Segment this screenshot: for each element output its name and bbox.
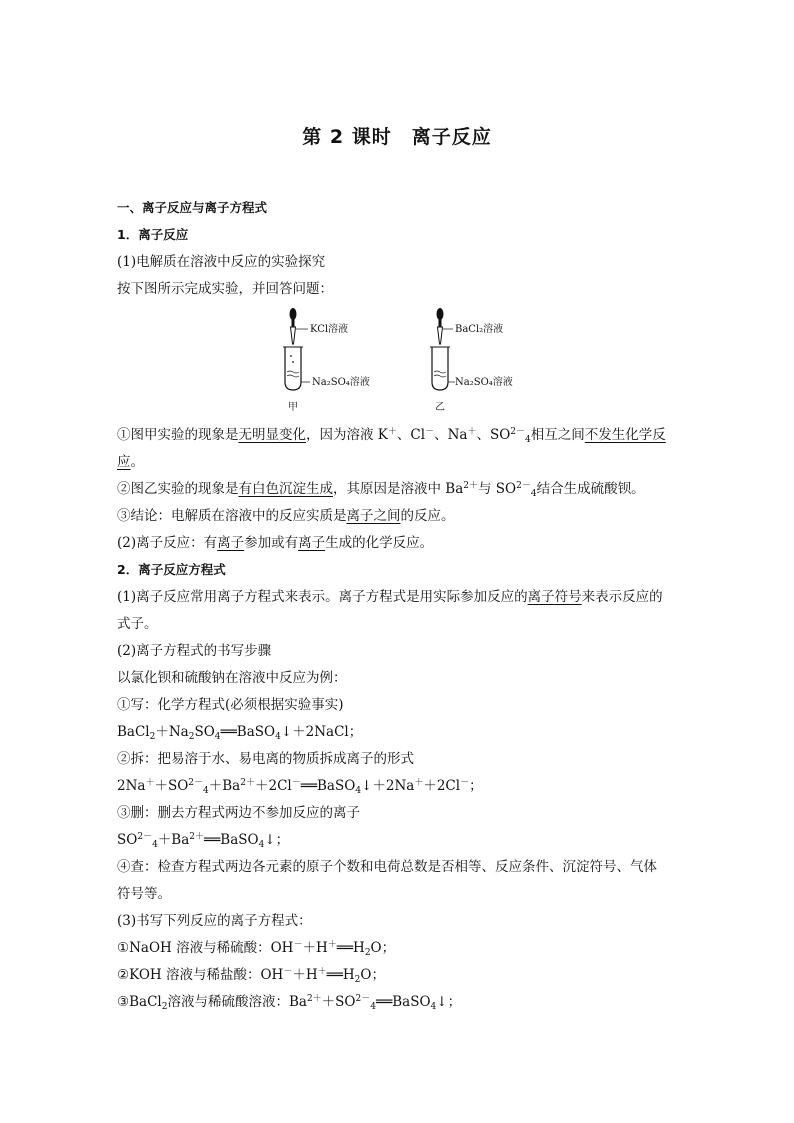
- subscript: 2: [161, 1002, 168, 1012]
- equals-sign: ══: [220, 724, 237, 740]
- punct: ；: [381, 940, 396, 956]
- formula: H: [342, 967, 355, 983]
- text: 结合生成硫酸钡。: [536, 481, 645, 497]
- subscript: 4: [214, 732, 221, 742]
- dropper-jia: [290, 308, 309, 344]
- formula: ＋SO: [321, 994, 356, 1010]
- text: (1)离子反应常用离子方程式来表示。离子方程式是用实际参加反应的: [117, 589, 528, 605]
- answer-blank: 离子: [217, 535, 245, 551]
- equals-sign: ══: [326, 967, 343, 983]
- formula: ＋2Cl: [423, 778, 461, 794]
- label-bacl2: BaCl₂溶液: [455, 324, 504, 335]
- charge: －: [425, 427, 435, 437]
- test-tube-yi: [430, 347, 455, 390]
- formula: ＋SO: [154, 778, 189, 794]
- formula: BaSO: [317, 778, 356, 794]
- precipitate-arrow: ↓: [280, 724, 293, 740]
- conclusion: [117, 506, 455, 526]
- formula: ＋2NaCl；: [292, 724, 363, 740]
- charge: 2－: [355, 994, 371, 1004]
- formula: Ba: [288, 994, 307, 1010]
- formula: ＋Na: [155, 724, 189, 740]
- text: 参加或有: [244, 535, 299, 551]
- step-write: ①写：化学方程式(必须根据实验事实): [117, 697, 344, 713]
- text: ①图甲实验的现象是: [117, 427, 239, 443]
- formula: O: [360, 967, 372, 983]
- precipitate-arrow: ↓: [436, 994, 448, 1010]
- equals-sign: ══: [336, 940, 354, 956]
- charge: 2＋: [240, 778, 255, 788]
- formula: BaSO: [236, 724, 276, 740]
- formula: OH: [270, 940, 294, 956]
- text: 来表示反应的: [581, 589, 663, 605]
- exercise-koh-hcl: [117, 965, 385, 985]
- charge: 2－: [516, 481, 531, 491]
- answer-blank: 离子: [298, 535, 326, 551]
- punct: ；: [275, 832, 290, 848]
- answer-blank: 无明显变化: [238, 427, 306, 443]
- paragraph-exercise-title: (3)书写下列反应的离子方程式：: [117, 913, 312, 929]
- formula: 2Na: [117, 778, 146, 794]
- step-check-cont: 符号等。: [117, 886, 171, 902]
- text: ③BaCl: [117, 994, 162, 1010]
- formula: SO: [194, 724, 215, 740]
- text: ，其原因是溶液中 Ba: [333, 481, 464, 497]
- charge: 2＋: [306, 994, 322, 1004]
- text: 的反应。: [400, 508, 455, 524]
- text: 。: [130, 454, 144, 470]
- charge: ＋: [317, 967, 327, 977]
- subscript: 4: [525, 435, 531, 445]
- formula: BaSO: [220, 832, 259, 848]
- formula: ＋H: [292, 967, 318, 983]
- text: ①NaOH 溶液与稀硫酸：: [117, 940, 271, 956]
- exercise-naoh-h2so4: [117, 938, 395, 958]
- charge: －: [460, 778, 470, 788]
- charge: ＋: [387, 427, 397, 437]
- charge: 2＋: [189, 832, 205, 842]
- charge: 2＋: [463, 481, 478, 491]
- text: ②KOH 溶液与稀盐酸：: [117, 967, 261, 983]
- equation-ionic-net: [117, 830, 289, 850]
- formula: ＋Ba: [157, 832, 190, 848]
- charge: 2－: [137, 832, 153, 842]
- step-split: ②拆：把易溶于水、易电离的物质拆成离子的形式: [117, 751, 414, 767]
- equals-sign: ══: [375, 994, 393, 1010]
- punct: ；: [469, 778, 483, 794]
- paragraph-steps-title: (2)离子方程式的书写步骤: [117, 643, 272, 659]
- formula: OH: [260, 967, 284, 983]
- charge: －: [293, 940, 303, 950]
- exercise-bacl2-h2so4: [117, 992, 461, 1012]
- step-check: ④查：检查方程式两边各元素的原子个数和电荷总数是否相等、反应条件、沉淀符号、气体: [117, 859, 657, 875]
- text: ②图乙实验的现象是: [117, 481, 239, 497]
- text: ③结论：电解质在溶液中的反应实质是: [117, 508, 347, 524]
- charge: ＋: [327, 940, 337, 950]
- paragraph-ionic-equation-def: [117, 587, 663, 607]
- formula: ＋Ba: [208, 778, 241, 794]
- text: 、Cl: [396, 427, 426, 443]
- answer-jia-phenomenon: [117, 425, 666, 445]
- text: 生成的化学反应。: [325, 535, 434, 551]
- text: 相互之间: [530, 427, 585, 443]
- equation-molecular: [117, 722, 362, 742]
- charge: －: [283, 967, 293, 977]
- ionic-reaction-definition: [117, 533, 433, 553]
- text: ，因为溶液 K: [306, 427, 388, 443]
- text: (2)离子反应：有: [117, 535, 218, 551]
- subscript: 4: [275, 732, 281, 742]
- subscript: 2: [364, 948, 371, 958]
- caption-yi: 乙: [435, 402, 445, 413]
- paragraph-instruction: 按下图所示完成实验，并回答问题：: [117, 281, 333, 297]
- formula: SO: [117, 832, 138, 848]
- answer-blank: 有白色沉淀生成: [238, 481, 333, 497]
- charge: 2－: [188, 778, 204, 788]
- subscript: 4: [370, 1002, 376, 1012]
- subscript: 4: [152, 840, 158, 850]
- subscript: 2: [149, 732, 156, 742]
- paragraph-experiment: (1)电解质在溶液中反应的实验探究: [117, 254, 326, 270]
- charge: －: [291, 778, 301, 788]
- text: 、SO: [476, 427, 511, 443]
- text: 、Na: [434, 427, 468, 443]
- test-tube-jia: [283, 347, 310, 390]
- subheading-ionic-equation: 2．离子反应方程式: [117, 562, 226, 577]
- formula: H: [353, 940, 365, 956]
- text: 溶液与稀硫酸溶液：: [167, 994, 289, 1010]
- charge: ＋: [145, 778, 155, 788]
- formula: ＋H: [302, 940, 328, 956]
- dropper-yi: [437, 308, 454, 344]
- precipitate-arrow: ↓: [361, 778, 373, 794]
- punct: ；: [447, 994, 462, 1010]
- formula: BaCl: [117, 724, 150, 740]
- subscript: 4: [203, 786, 209, 796]
- answer-blank: 离子符号: [527, 589, 582, 605]
- subscript: 4: [258, 840, 265, 850]
- text: 与 SO: [478, 481, 517, 497]
- answer-jia-phenomenon-cont: [117, 452, 144, 472]
- charge: ＋: [467, 427, 477, 437]
- formula: ＋2Cl: [254, 778, 292, 794]
- precipitate-arrow: ↓: [264, 832, 276, 848]
- page-title: 第 2 课时 离子反应: [302, 126, 492, 148]
- paragraph-example: 以氯化钡和硫酸钠在溶液中反应为例：: [117, 670, 347, 686]
- equals-sign: ══: [300, 778, 318, 794]
- answer-blank: 离子之间: [346, 508, 401, 524]
- answer-blank: 应: [117, 454, 131, 470]
- equals-sign: ══: [204, 832, 221, 848]
- subscript: 4: [530, 489, 537, 499]
- subscript: 4: [355, 786, 362, 796]
- formula: ＋2Na: [372, 778, 415, 794]
- subscript: 4: [430, 1002, 437, 1012]
- subscript: 2: [354, 975, 361, 985]
- punct: ；: [371, 967, 385, 983]
- formula: O: [370, 940, 382, 956]
- label-na2so4-yi: Na₂SO₄溶液: [455, 377, 513, 388]
- experiment-figure: [260, 302, 540, 420]
- label-na2so4-jia: Na₂SO₄溶液: [312, 377, 370, 388]
- equation-ionic-full: [117, 776, 483, 796]
- charge: ＋: [414, 778, 424, 788]
- formula: BaSO: [392, 994, 431, 1010]
- subscript: 2: [188, 732, 195, 742]
- charge: 2－: [510, 427, 526, 437]
- caption-jia: 甲: [288, 402, 298, 413]
- subheading-ionic-reaction: 1．离子反应: [117, 227, 189, 242]
- label-kcl: KCl溶液: [310, 324, 349, 335]
- answer-yi-phenomenon: [117, 479, 645, 499]
- paragraph-ionic-equation-def-cont: 式子。: [117, 616, 158, 632]
- step-delete: ③删：删去方程式两边不参加反应的离子: [117, 805, 360, 821]
- section-heading: 一、离子反应与离子方程式: [117, 200, 268, 215]
- answer-blank: 不发生化学反: [584, 427, 666, 443]
